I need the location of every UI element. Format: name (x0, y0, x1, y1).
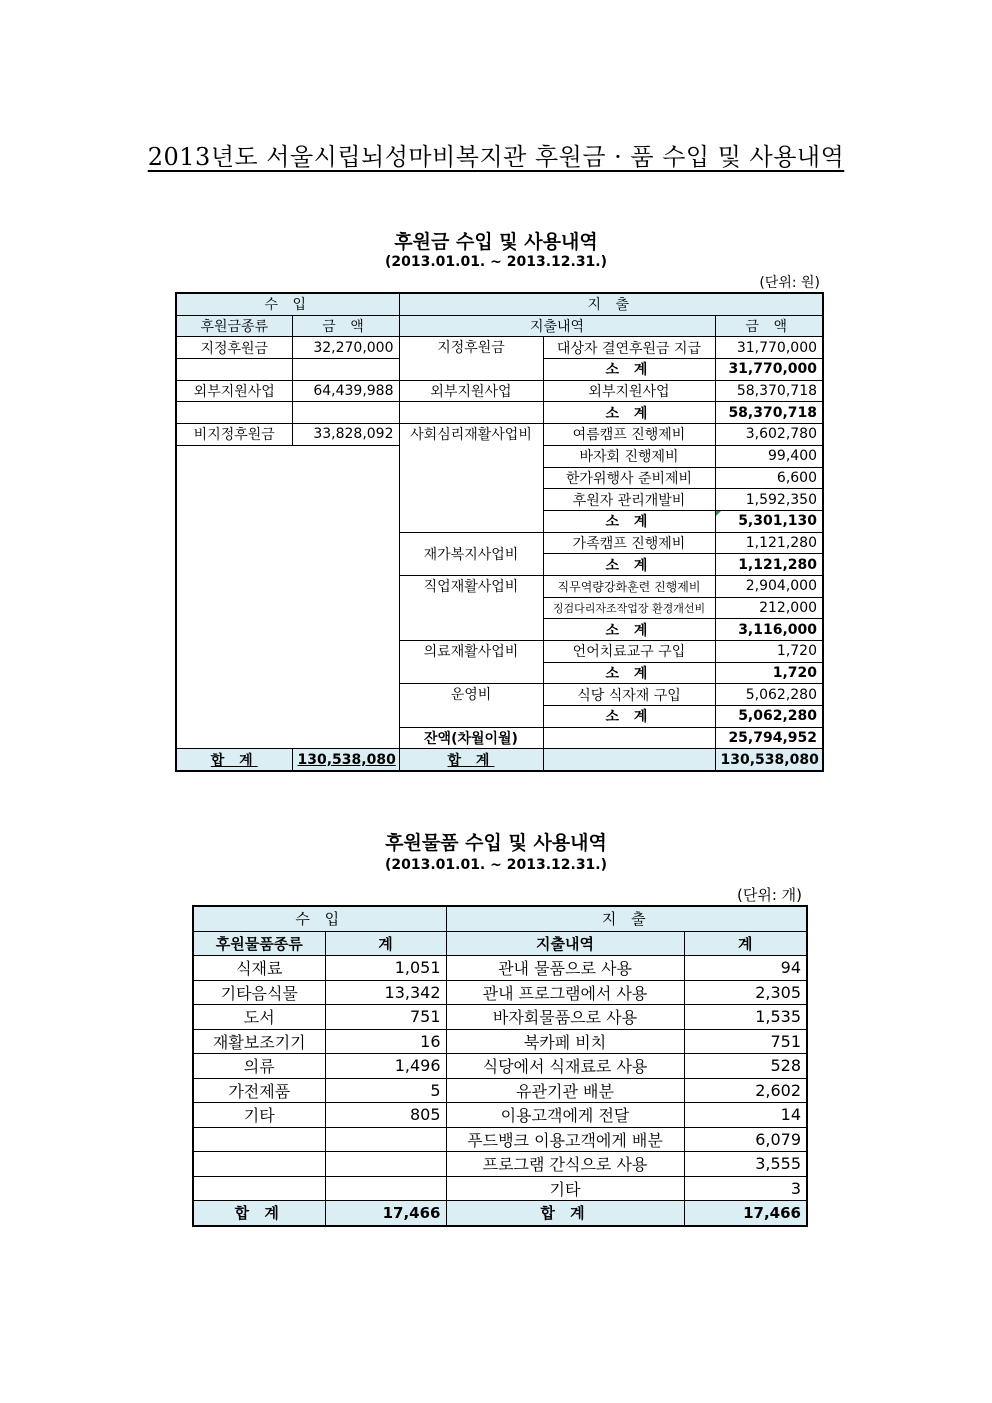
expense-amount-cell: 1,720 (715, 641, 823, 663)
goods-income-total-label: 합 계 (193, 1201, 325, 1226)
goods-expense-count-cell: 751 (684, 1029, 807, 1054)
document-title: 2013년도 서울시립뇌성마비복지관 후원금 · 품 수입 및 사용내역 (147, 143, 845, 171)
donation-goods-table (192, 905, 808, 1227)
goods-income-count-header: 계 (325, 931, 446, 956)
total-row (176, 749, 823, 771)
table-row (193, 1078, 807, 1103)
expense-total-label: 합 계 (399, 749, 543, 771)
income-amount-cell: 64,439,988 (292, 380, 399, 402)
empty-cell (543, 727, 715, 749)
table-row (193, 956, 807, 981)
table-row (176, 424, 823, 446)
subtotal-label: 소 계 (543, 359, 715, 381)
subtotal-label: 소 계 (543, 554, 715, 576)
goods-expense-count-cell: 528 (684, 1054, 807, 1079)
goods-expense-count-cell: 14 (684, 1103, 807, 1128)
goods-type-header: 후원물품종류 (193, 931, 325, 956)
goods-income-count-cell (325, 1176, 446, 1201)
subtotal-amount: 58,370,718 (715, 402, 823, 424)
goods-income-count-cell: 751 (325, 1005, 446, 1030)
money-section-title: 후원금 수입 및 사용내역 (394, 231, 598, 253)
expense-category-cell: 재가복지사업비 (399, 532, 543, 575)
empty-cell (176, 359, 292, 381)
expense-amount-cell: 58,370,718 (715, 380, 823, 402)
empty-cell (399, 402, 543, 424)
goods-expense-count-cell: 94 (684, 956, 807, 981)
table-row (176, 337, 823, 359)
goods-expense-count-cell: 2,305 (684, 980, 807, 1005)
goods-income-count-cell: 5 (325, 1078, 446, 1103)
expense-category-cell: 사회심리재활사업비 (399, 424, 543, 532)
subtotal-label: 소 계 (543, 402, 715, 424)
expense-amount-cell: 2,904,000 (715, 575, 823, 597)
goods-expense-detail-cell: 관내 프로그램에서 사용 (446, 980, 684, 1005)
goods-income-count-cell (325, 1127, 446, 1152)
expense-amount-cell: 212,000 (715, 597, 823, 619)
expense-category-cell: 의료재활사업비 (399, 641, 543, 684)
subtotal-label: 소 계 (543, 706, 715, 728)
table-row (193, 1127, 807, 1152)
goods-expense-total-count: 17,466 (684, 1201, 807, 1226)
expense-amount-cell: 31,770,000 (715, 337, 823, 359)
empty-cell (292, 402, 399, 424)
subtotal-amount: 5,062,280 (715, 706, 823, 728)
table-row (193, 1176, 807, 1201)
goods-header-row-2 (193, 931, 807, 956)
expense-detail-header: 지출내역 (399, 315, 715, 337)
subtotal-amount (715, 510, 823, 532)
table-row (193, 1103, 807, 1128)
subtotal-row (176, 402, 823, 424)
table-row (193, 1152, 807, 1177)
goods-expense-count-cell: 2,602 (684, 1078, 807, 1103)
goods-unit-label: (단위: 개) (737, 886, 802, 904)
goods-type-cell: 식재료 (193, 956, 325, 981)
goods-type-cell (193, 1176, 325, 1201)
expense-header: 지 출 (399, 293, 823, 315)
goods-expense-detail-cell: 관내 물품으로 사용 (446, 956, 684, 981)
goods-income-count-cell: 16 (325, 1029, 446, 1054)
income-amount-cell: 33,828,092 (292, 424, 399, 446)
subtotal-amount: 31,770,000 (715, 359, 823, 381)
goods-type-cell: 의류 (193, 1054, 325, 1079)
expense-amount-cell: 1,592,350 (715, 489, 823, 511)
expense-item-cell: 언어치료교구 구입 (543, 641, 715, 663)
goods-expense-total-label: 합 계 (446, 1201, 684, 1226)
goods-income-count-cell (325, 1152, 446, 1177)
income-header: 수 입 (176, 293, 399, 315)
subtotal-label: 소 계 (543, 510, 715, 532)
expense-total-amount: 130,538,080 (715, 749, 823, 771)
goods-type-cell: 기타 (193, 1103, 325, 1128)
expense-item-cell: 외부지원사업 (543, 380, 715, 402)
expense-category-cell: 외부지원사업 (399, 380, 543, 402)
donation-money-table (175, 292, 824, 772)
income-type-cell: 비지정후원금 (176, 424, 292, 446)
goods-type-cell: 도서 (193, 1005, 325, 1030)
expense-item-cell: 대상자 결연후원금 지급 (543, 337, 715, 359)
table-row (193, 1005, 807, 1030)
empty-cell (176, 402, 292, 424)
goods-expense-detail-cell: 기타 (446, 1176, 684, 1201)
goods-type-cell: 기타음식물 (193, 980, 325, 1005)
table-row (193, 1029, 807, 1054)
goods-expense-detail-cell: 푸드뱅크 이용고객에게 배분 (446, 1127, 684, 1152)
goods-income-count-cell: 13,342 (325, 980, 446, 1005)
expense-category-cell: 직업재활사업비 (399, 575, 543, 640)
goods-income-count-cell: 805 (325, 1103, 446, 1128)
goods-total-row (193, 1201, 807, 1226)
subtotal-label: 소 계 (543, 662, 715, 684)
income-type-header: 후원금종류 (176, 315, 292, 337)
income-type-cell: 지정후원금 (176, 337, 292, 359)
expense-item-cell: 징검다리자조작업장 환경개선비 (543, 597, 715, 619)
income-total-label: 합 계 (176, 749, 292, 771)
goods-type-cell (193, 1152, 325, 1177)
empty-cell (292, 359, 399, 381)
goods-expense-detail-cell: 바자회물품으로 사용 (446, 1005, 684, 1030)
goods-expense-count-cell: 6,079 (684, 1127, 807, 1152)
goods-expense-detail-cell: 북카페 비치 (446, 1029, 684, 1054)
goods-type-cell (193, 1127, 325, 1152)
goods-expense-count-header: 계 (684, 931, 807, 956)
expense-amount-cell: 6,600 (715, 467, 823, 489)
goods-expense-detail-cell: 식당에서 식재료로 사용 (446, 1054, 684, 1079)
cell-flag-marker (716, 511, 721, 516)
table-row (176, 380, 823, 402)
money-section-period: (2013.01.01. ~ 2013.12.31.) (384, 254, 608, 270)
expense-amount-cell: 99,400 (715, 445, 823, 467)
goods-expense-count-cell: 3,555 (684, 1152, 807, 1177)
subtotal-amount: 1,121,280 (715, 554, 823, 576)
goods-expense-detail-cell: 유관기관 배분 (446, 1078, 684, 1103)
goods-header-row-1 (193, 906, 807, 931)
subtotal-label: 소 계 (543, 619, 715, 641)
goods-expense-count-cell: 1,535 (684, 1005, 807, 1030)
money-header-row-1 (176, 293, 823, 315)
goods-expense-count-cell: 3 (684, 1176, 807, 1201)
expense-item-cell: 직무역량강화훈련 진행제비 (543, 575, 715, 597)
balance-label: 잔액(차월이월) (399, 727, 543, 749)
goods-expense-detail-header: 지출내역 (446, 931, 684, 956)
expense-amount-header: 금 액 (715, 315, 823, 337)
goods-income-header: 수 입 (193, 906, 446, 931)
goods-expense-detail-cell: 이용고객에게 전달 (446, 1103, 684, 1128)
expense-item-cell: 여름캠프 진행제비 (543, 424, 715, 446)
goods-section-title: 후원물품 수입 및 사용내역 (385, 832, 607, 854)
income-empty-area (176, 445, 399, 749)
subtotal-amount: 1,720 (715, 662, 823, 684)
goods-expense-header: 지 출 (446, 906, 807, 931)
income-amount-header: 금 액 (292, 315, 399, 337)
goods-income-count-cell: 1,051 (325, 956, 446, 981)
goods-income-count-cell: 1,496 (325, 1054, 446, 1079)
expense-amount-cell: 1,121,280 (715, 532, 823, 554)
income-total-amount: 130,538,080 (292, 749, 399, 771)
income-type-cell: 외부지원사업 (176, 380, 292, 402)
table-row (193, 1054, 807, 1079)
subtotal-amount-text: 5,301,130 (738, 513, 818, 530)
empty-cell (543, 749, 715, 771)
table-row (193, 980, 807, 1005)
income-amount-cell: 32,270,000 (292, 337, 399, 359)
expense-category-cell: 운영비 (399, 684, 543, 727)
expense-item-cell: 후원자 관리개발비 (543, 489, 715, 511)
expense-item-cell: 한가위행사 준비제비 (543, 467, 715, 489)
money-header-row-2 (176, 315, 823, 337)
goods-type-cell: 재활보조기기 (193, 1029, 325, 1054)
expense-item-cell: 바자회 진행제비 (543, 445, 715, 467)
expense-amount-cell: 5,062,280 (715, 684, 823, 706)
money-unit-label: (단위: 원) (759, 275, 820, 291)
subtotal-amount: 3,116,000 (715, 619, 823, 641)
goods-income-total-count: 17,466 (325, 1201, 446, 1226)
goods-type-cell: 가전제품 (193, 1078, 325, 1103)
expense-item-cell: 식당 식자재 구입 (543, 684, 715, 706)
balance-amount: 25,794,952 (715, 727, 823, 749)
expense-category-cell: 지정후원금 (399, 337, 543, 380)
expense-amount-cell: 3,602,780 (715, 424, 823, 446)
expense-item-cell: 가족캠프 진행제비 (543, 532, 715, 554)
goods-expense-detail-cell: 프로그램 간식으로 사용 (446, 1152, 684, 1177)
goods-section-period: (2013.01.01. ~ 2013.12.31.) (384, 857, 608, 873)
